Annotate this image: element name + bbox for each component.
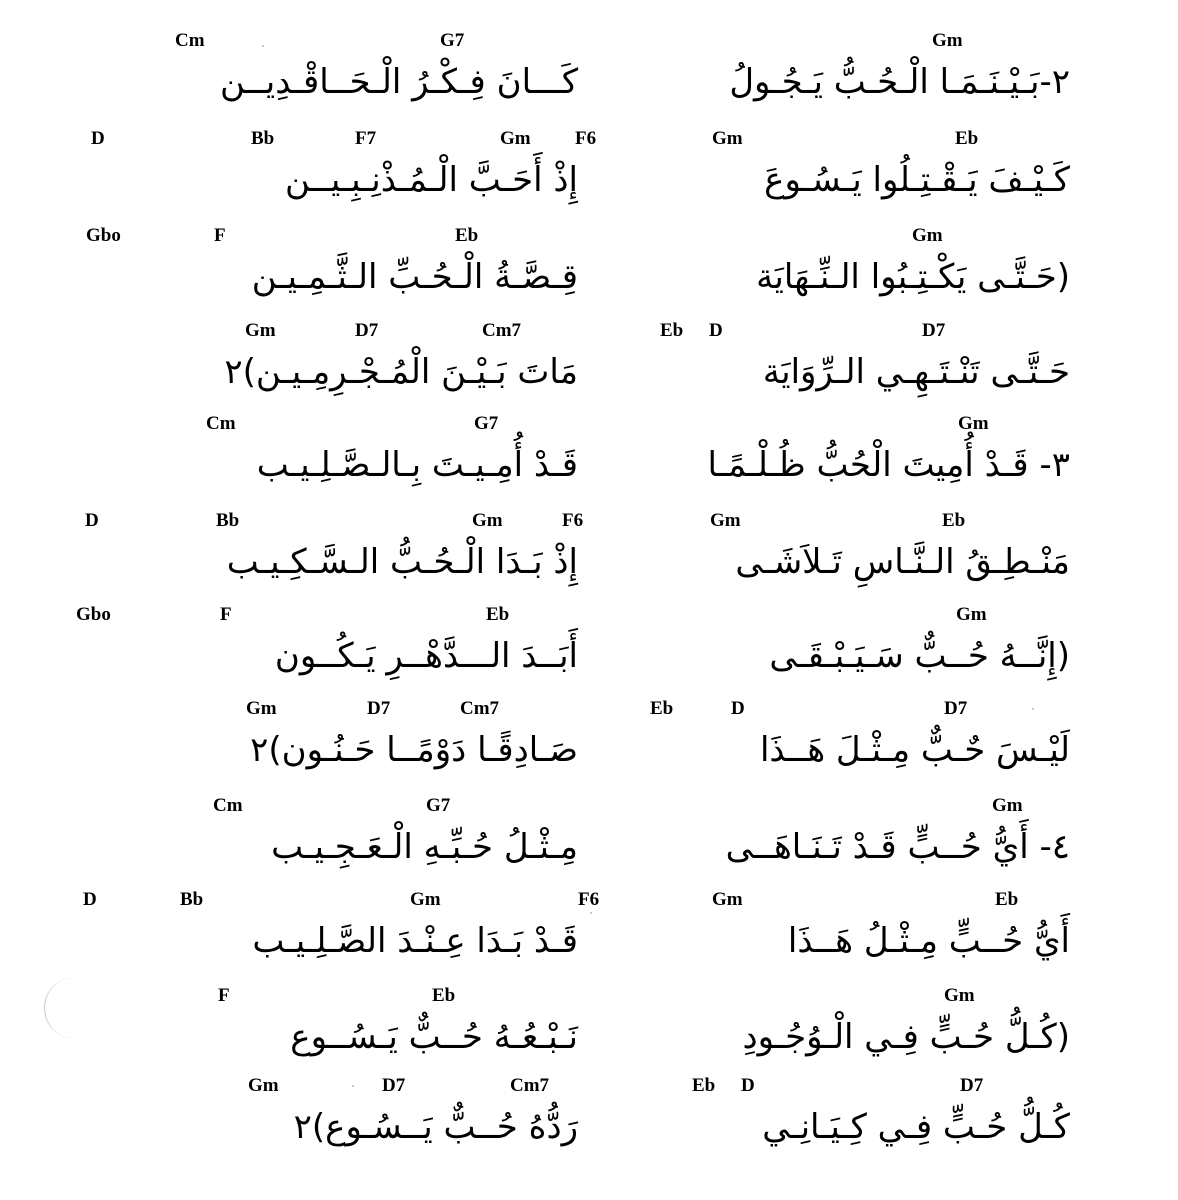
chord-label: Eb — [432, 985, 456, 1006]
chord-label: Gbo — [76, 604, 111, 625]
chord-label: F — [220, 604, 232, 625]
song-line — [0, 1075, 1178, 1171]
lyric-right: ٣- قَـدْ أُمِيتَ الْحُبُّ ظُـلْـمًـا — [707, 445, 1070, 485]
lyric-left: مَاتَ بَـيْـنَ الْمُـجْـرِمِـيـن)٢ — [224, 352, 578, 392]
lyric-right: ٢-بَـيْـنَـمَـا الْـحُـبُّ يَـجُـولُ — [729, 62, 1070, 102]
chord-label: Gm — [956, 604, 987, 625]
chord-label: D — [91, 128, 105, 149]
song-line — [0, 889, 1178, 985]
chord-label: F — [214, 225, 226, 246]
lyric-left: كَـــانَ فِـكْـرُ الْـحَــاقْـدِيــن — [219, 62, 578, 102]
scan-speck — [1032, 708, 1034, 710]
chord-label: Eb — [650, 698, 674, 719]
scan-speck — [262, 45, 264, 47]
chord-label: Gm — [958, 413, 989, 434]
chord-label: D — [731, 698, 745, 719]
song-line — [0, 128, 1178, 224]
chord-label: D7 — [944, 698, 968, 719]
chord-label: Gm — [944, 985, 975, 1006]
chord-label: G7 — [440, 30, 465, 51]
chord-label: Cm7 — [482, 320, 522, 341]
scan-speck — [352, 1085, 354, 1087]
chord-label: Gm — [500, 128, 531, 149]
chord-label: Gm — [248, 1075, 279, 1096]
chord-label: G7 — [426, 795, 451, 816]
chord-label: Cm7 — [510, 1075, 550, 1096]
chord-label: Cm — [175, 30, 205, 51]
lyric-left: قَـدْ بَـدَا عِـنْـدَ الصَّـلِـيـب — [252, 921, 578, 961]
chord-label: D7 — [367, 698, 391, 719]
lyric-left: إِذْ أَحَـبَّ الْـمُـذْنِـبِـيــن — [285, 160, 578, 200]
lyric-right: كُـلُّ حُـبٍّ فِـي كِـيَـانِـي — [762, 1107, 1070, 1147]
lyric-right: مَنْـطِـقُ الـنَّـاسِ تَـلاَشَـى — [735, 542, 1070, 582]
lyric-right: (إِنَّــهُ حُــبٌّ سَـيَـبْـقَـى — [769, 636, 1070, 676]
chord-label: Eb — [995, 889, 1019, 910]
chord-label: G7 — [474, 413, 499, 434]
song-line — [0, 30, 1178, 126]
song-line — [0, 604, 1178, 700]
song-line — [0, 413, 1178, 509]
lyric-right: (كُـلُّ حُـبٍّ فِـي الْـوُجُـودِ — [742, 1017, 1070, 1057]
chord-label: Gm — [472, 510, 503, 531]
chord-label: D7 — [382, 1075, 406, 1096]
chord-label: Eb — [455, 225, 479, 246]
chord-label: D7 — [960, 1075, 984, 1096]
lyric-left: قَـدْ أُمِـيـتَ بِـالـصَّـلِـيـب — [256, 445, 578, 485]
lyric-right: لَيْـسَ حٌـبٌّ مِـثْـلَ هَــذَا — [759, 730, 1070, 770]
chord-label: D — [85, 510, 99, 531]
lyric-left: أَبَــدَ الـــدَّهْــرِ يَـكُــون — [274, 636, 578, 676]
chord-label: Bb — [216, 510, 240, 531]
chord-label: Gbo — [86, 225, 121, 246]
chord-label: F6 — [562, 510, 584, 531]
lyric-right: (حَـتَّـى يَكْـتِـبُوا الـنِّـهَايَة — [756, 257, 1070, 297]
chord-label: Cm7 — [460, 698, 500, 719]
chord-label: Eb — [692, 1075, 716, 1096]
chord-label: Gm — [410, 889, 441, 910]
song-line — [0, 985, 1178, 1081]
song-line — [0, 698, 1178, 794]
chord-label: F6 — [575, 128, 597, 149]
chord-label: D — [709, 320, 723, 341]
chord-label: Eb — [486, 604, 510, 625]
chord-label: F — [218, 985, 230, 1006]
chord-label: Gm — [710, 510, 741, 531]
song-line — [0, 320, 1178, 416]
lyric-right: ٤- أَيُّ حُــبٍّ قَـدْ تَـنَـاهَــى — [725, 827, 1070, 867]
chord-label: D — [83, 889, 97, 910]
chord-label: Gm — [245, 320, 276, 341]
chord-label: Eb — [660, 320, 684, 341]
chord-label: Bb — [251, 128, 275, 149]
chord-label: Bb — [180, 889, 204, 910]
chord-label: D — [741, 1075, 755, 1096]
chord-label: Gm — [992, 795, 1023, 816]
chord-label: Cm — [206, 413, 236, 434]
lyric-right: كَـيْـفَ يَـقْـتِـلُوا يَـسُـوعَ — [764, 160, 1070, 200]
chord-label: Gm — [932, 30, 963, 51]
chord-label: Eb — [942, 510, 966, 531]
chord-label: Gm — [712, 128, 743, 149]
chord-label: Eb — [955, 128, 979, 149]
scan-speck — [590, 912, 592, 914]
lyric-left: نَـبْـعُـهُ حُــبٌّ يَـسُــوع — [290, 1017, 578, 1057]
chord-label: Gm — [712, 889, 743, 910]
chord-label: Gm — [912, 225, 943, 246]
lyric-left: إِذْ بَـدَا الْـحُـبُّ الـسَّـكِـيـب — [226, 542, 578, 582]
chord-label: D7 — [922, 320, 946, 341]
song-line — [0, 225, 1178, 321]
chord-label: Gm — [246, 698, 277, 719]
song-line — [0, 510, 1178, 606]
lyric-left: مِـثْـلُ حُـبِّـهِ الْـعَـجِـيـب — [271, 827, 578, 867]
lyric-left: صَـادِقًـا دَوْمًــا حَـنُـون)٢ — [250, 730, 578, 770]
lyric-left: رَدُّهُ حُــبٌّ يَــسُـوع)٢ — [293, 1107, 578, 1147]
lyric-right: حَـتَّـى تَنْـتَـهِـي الـرِّوَايَة — [762, 352, 1070, 392]
chord-label: F7 — [355, 128, 377, 149]
lyric-right: أَيُّ حُــبٍّ مِـثْـلُ هَــذَا — [787, 921, 1070, 961]
chord-label: F6 — [578, 889, 600, 910]
song-line — [0, 795, 1178, 891]
lyric-left: قِـصَّـةُ الْـحُـبِّ الـثَّـمِـيـن — [251, 257, 578, 297]
chord-label: Cm — [213, 795, 243, 816]
chord-label: D7 — [355, 320, 379, 341]
